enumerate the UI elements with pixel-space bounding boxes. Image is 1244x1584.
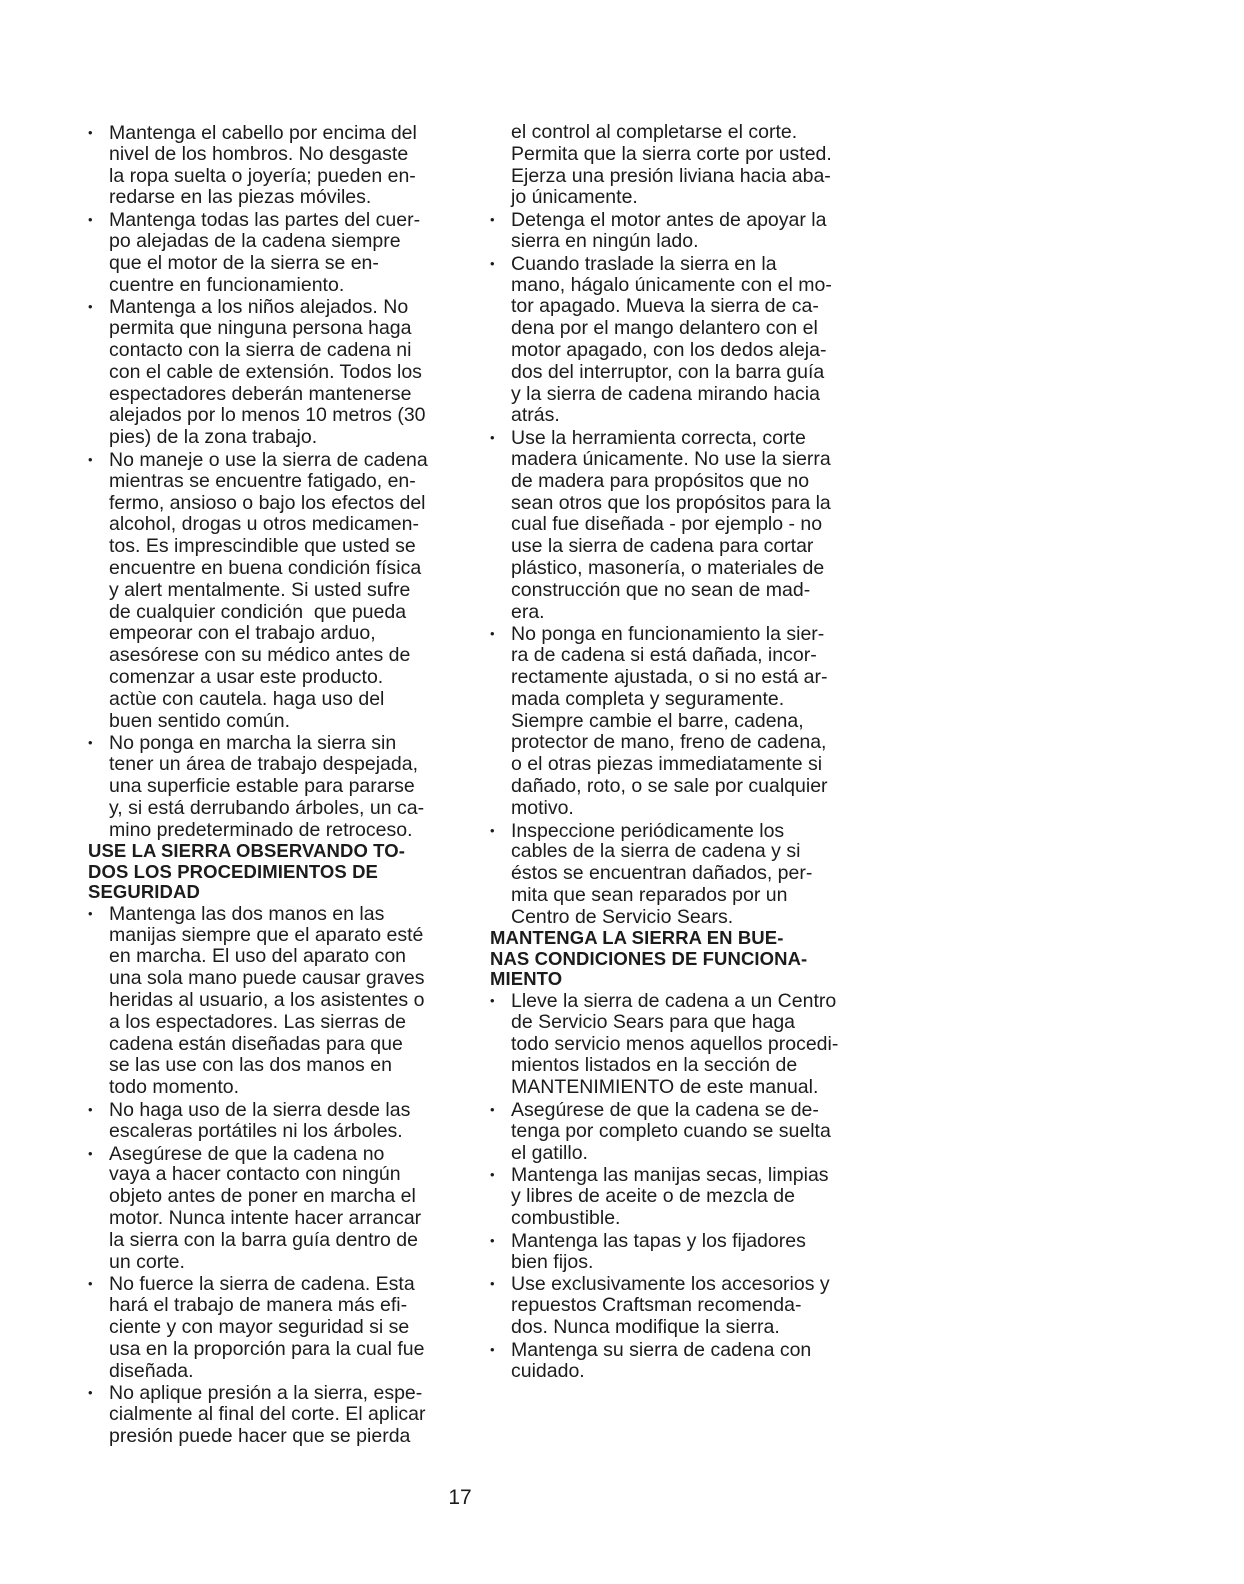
text-line: combustible. <box>511 1206 621 1229</box>
bullet-text: Mantenga las dos manos en las <box>109 902 385 925</box>
text-line: el gatillo. <box>511 1141 588 1164</box>
text-line: presión puede hacer que se pierda <box>109 1424 411 1447</box>
text-line: permita que ninguna persona haga <box>109 317 412 340</box>
text-line: cuidado. <box>511 1359 585 1382</box>
bullet-text: No ponga en marcha la sierra sin <box>109 732 397 755</box>
bullet-item-line <box>490 1273 870 1295</box>
text-line: éstos se encuentran dañados, per- <box>511 862 813 885</box>
text-line: cables de la sierra de cadena y si <box>511 840 801 863</box>
text-line: plástico, masonería, o materiales de <box>511 556 825 579</box>
text-line: Siempre cambie el barre, cadena, <box>511 709 804 732</box>
text-line: y, si está derrubando árboles, un ca- <box>109 796 425 819</box>
bullet-item-line <box>88 1382 468 1404</box>
section-heading: USE LA SIERRA OBSERVANDO TO- <box>88 840 405 862</box>
bullet-icon: • <box>490 992 495 1008</box>
text-line: mino predeterminado de retroceso. <box>109 818 413 841</box>
text-line: tor apagado. Mueva la sierra de ca- <box>511 295 819 318</box>
text-line: use la sierra de cadena para cortar <box>511 535 814 558</box>
text-line: MANTENIMIENTO de este manual. <box>511 1076 819 1099</box>
text-line: mano, hágalo únicamente con el mo- <box>511 273 832 296</box>
bullet-icon: • <box>490 255 495 271</box>
bullet-text: Asegúrese de que la cadena se de- <box>511 1098 819 1121</box>
text-line: era. <box>511 600 545 623</box>
text-line: y alert mentalmente. Si usted sufre <box>109 578 411 601</box>
bullet-text: Lleve la sierra de cadena a un Centro <box>511 989 837 1012</box>
text-line: o el otras piezas immediatamente si <box>511 753 823 776</box>
bullet-text: Cuando traslade la sierra en la <box>511 252 777 275</box>
bullet-item-line <box>490 427 870 449</box>
text-line: comenzar a usar este producto. <box>109 665 384 688</box>
text-line: todo servicio menos aquellos procedi- <box>511 1032 839 1055</box>
text-line: diseñada. <box>109 1359 194 1382</box>
bullet-icon: • <box>490 430 495 446</box>
text-line: cialmente al final del corte. El aplicar <box>109 1403 426 1426</box>
bullet-item-line <box>88 209 468 231</box>
text-line: protector de mano, freno de cadena, <box>511 731 827 754</box>
section-heading: NAS CONDICIONES DE FUNCIONA- <box>490 947 808 969</box>
section-heading: SEGURIDAD <box>88 881 200 903</box>
text-line: Ejerza una presión liviana hacia aba- <box>511 164 831 187</box>
text-line: repuestos Craftsman recomenda- <box>511 1294 802 1317</box>
bullet-text: Detenga el motor antes de apoyar la <box>511 209 827 232</box>
bullet-text: Inspeccione periódicamente los <box>511 819 785 842</box>
text-line: encuentre en buena condición física <box>109 556 422 579</box>
text-line: espectadores deberán mantenerse <box>109 382 412 405</box>
text-line: jo únicamente. <box>511 186 638 209</box>
text-line: hará el trabajo de manera más efi- <box>109 1294 408 1317</box>
text-line: un corte. <box>109 1250 185 1273</box>
bullet-item-line <box>490 209 870 231</box>
page-number: 17 <box>448 1486 472 1509</box>
text-line: po alejadas de la cadena siempre <box>109 229 401 252</box>
bullet-text: Asegúrese de que la cadena no <box>109 1142 385 1165</box>
text-line: dos. Nunca modifique la sierra. <box>511 1315 780 1338</box>
text-line: con el cable de extensión. Todos los <box>109 360 422 383</box>
bullet-icon: • <box>490 1341 495 1357</box>
text-line: mada completa y seguramente. <box>511 687 785 710</box>
text-line: sean otros que los propósitos para la <box>511 491 831 514</box>
text-line: contacto con la sierra de cadena ni <box>109 338 412 361</box>
bullet-item-line <box>88 449 468 471</box>
text-line: y la sierra de cadena mirando hacia <box>511 382 820 405</box>
bullet-icon: • <box>88 125 93 140</box>
bullet-item-line <box>88 1143 468 1165</box>
bullet-icon: • <box>88 1145 93 1161</box>
bullet-text: Use la herramienta correcta, corte <box>511 427 806 450</box>
bullet-text: No haga uso de la sierra desde las <box>109 1098 411 1121</box>
bullet-item-line <box>490 1164 870 1186</box>
bullet-icon: • <box>88 905 93 921</box>
text-line: una superficie estable para pararse <box>109 774 415 797</box>
text-line: y libres de aceite o de mezcla de <box>511 1185 795 1208</box>
text-line: de cualquier condición que pueda <box>109 600 407 623</box>
bullet-item-line <box>490 253 870 275</box>
text-line: ciente y con mayor seguridad si se <box>109 1315 410 1338</box>
bullet-item-line <box>490 1339 870 1361</box>
bullet-icon: • <box>88 299 93 315</box>
bullet-icon: • <box>490 212 495 228</box>
text-line: mientras se encuentre fatigado, en- <box>109 469 416 492</box>
bullet-item-line <box>88 903 468 925</box>
text-line: de Servicio Sears para que haga <box>511 1010 796 1033</box>
bullet-item-line <box>88 732 468 754</box>
bullet-item-line <box>490 1099 870 1121</box>
bullet-item-line <box>490 1230 870 1252</box>
bullet-text: Mantenga el cabello por encima del <box>109 122 417 144</box>
text-line: madera únicamente. No use la sierra <box>511 447 831 470</box>
text-line: usa en la proporción para la cual fue <box>109 1337 425 1360</box>
section-heading: MIENTO <box>490 968 563 990</box>
text-line: bien fijos. <box>511 1250 594 1273</box>
text-line: tos. Es imprescindible que usted se <box>109 535 416 558</box>
text-line: Centro de Servicio Sears. <box>511 905 734 928</box>
text-line: alejados por lo menos 10 metros (30 <box>109 404 426 427</box>
text-line: mita que sean reparados por un <box>511 883 788 906</box>
text-line: rectamente ajustada, o si no está ar- <box>511 665 828 688</box>
bullet-item-line <box>490 623 870 645</box>
bullet-text: Mantenga su sierra de cadena con <box>511 1338 812 1361</box>
text-line: nivel de los hombros. No desgaste <box>109 142 409 165</box>
text-line: cadena están diseñadas para que <box>109 1032 403 1055</box>
bullet-icon: • <box>490 822 495 838</box>
bullet-text: Use exclusivamente los accesorios y <box>511 1273 830 1296</box>
text-line: atrás. <box>511 404 560 427</box>
bullet-icon: • <box>88 212 93 228</box>
text-line: escaleras portátiles ni los árboles. <box>109 1119 403 1142</box>
bullet-icon: • <box>490 1167 495 1183</box>
bullet-icon: • <box>490 626 495 642</box>
bullet-icon: • <box>88 1385 93 1401</box>
bullet-text: No maneje o use la sierra de cadena <box>109 448 428 471</box>
text-line: motor. Nunca intente hacer arrancar <box>109 1206 422 1229</box>
text-line: dos del interruptor, con la barra guía <box>511 360 825 383</box>
text-line: tenga por completo cuando se suelta <box>511 1119 831 1142</box>
text-line: a los espectadores. Las sierras de <box>109 1010 406 1033</box>
bullet-icon: • <box>88 735 93 751</box>
text-line: mientos listados en la sección de <box>511 1054 798 1077</box>
bullet-text: No fuerce la sierra de cadena. Esta <box>109 1273 415 1296</box>
bullet-item-line <box>490 820 870 842</box>
text-line: dena por el mango delantero con el <box>511 317 818 340</box>
text-line: Permita que la sierra corte por usted. <box>511 142 832 165</box>
text-line: actùe con cautela. haga uso del <box>109 687 385 710</box>
bullet-icon: • <box>88 451 93 467</box>
text-line: tener un área de trabajo despejada, <box>109 753 418 776</box>
text-line: todo momento. <box>109 1076 240 1099</box>
text-line: de madera para propósitos que no <box>511 469 810 492</box>
text-line: manijas siempre que el aparato esté <box>109 923 424 946</box>
text-line: una sola mano puede causar graves <box>109 967 425 990</box>
section-heading: MANTENGA LA SIERRA EN BUE- <box>490 927 784 949</box>
bullet-item-line <box>88 1099 468 1121</box>
bullet-text: No aplique presión a la sierra, espe- <box>109 1382 423 1405</box>
bullet-item-line <box>88 1273 468 1295</box>
bullet-icon: • <box>88 1276 93 1292</box>
text-line: en marcha. El uso del aparato con <box>109 945 407 968</box>
bullet-text: Mantenga a los niños alejados. No <box>109 296 409 319</box>
bullet-icon: • <box>88 1101 93 1117</box>
bullet-icon: • <box>490 1101 495 1117</box>
bullet-icon: • <box>490 1276 495 1292</box>
text-line: el control al completarse el corte. <box>511 121 798 143</box>
text-line: dañado, roto, o se sale por cualquier <box>511 774 828 797</box>
text-line: buen sentido común. <box>109 709 291 732</box>
text-line: objeto antes de poner en marcha el <box>109 1185 416 1208</box>
bullet-text: Mantenga las tapas y los fijadores <box>511 1229 806 1252</box>
text-line: empeorar con el trabajo arduo, <box>109 622 376 645</box>
text-line: vaya a hacer contacto con ningún <box>109 1163 401 1186</box>
text-line: la ropa suelta o joyería; pueden en- <box>109 164 416 187</box>
text-line: redarse en las piezas móviles. <box>109 186 372 209</box>
bullet-item-line <box>88 296 468 318</box>
text-line: motivo. <box>511 796 574 819</box>
text-line: asesórese con su médico antes de <box>109 644 411 667</box>
text-line: heridas al usuario, a los asistentes o <box>109 988 425 1011</box>
bullet-text: Mantenga las manijas secas, limpias <box>511 1164 829 1187</box>
bullet-item-line <box>88 122 468 144</box>
text-line: cual fue diseñada - por ejemplo - no <box>511 513 823 536</box>
text-line: fermo, ansioso o bajo los efectos del <box>109 491 426 514</box>
section-heading: DOS LOS PROCEDIMIENTOS DE <box>88 860 378 882</box>
text-line: alcohol, drogas u otros medicamen- <box>109 513 419 536</box>
left-column <box>88 122 468 1448</box>
bullet-icon: • <box>490 1232 495 1248</box>
text-line: motor apagado, con los dedos aleja- <box>511 338 827 361</box>
text-line: sierra en ningún lado. <box>511 229 699 252</box>
text-line: ra de cadena si está dañada, incor- <box>511 644 817 667</box>
bullet-text: Mantenga todas las partes del cuer- <box>109 209 421 232</box>
right-column <box>490 122 870 1382</box>
bullet-item-line <box>490 990 870 1012</box>
bullet-text: No ponga en funcionamiento la sier- <box>511 623 825 646</box>
text-line: pies) de la zona trabajo. <box>109 426 318 449</box>
text-line: la sierra con la barra guía dentro de <box>109 1228 418 1251</box>
text-line: se las use con las dos manos en <box>109 1054 392 1077</box>
text-line: construcción que no sean de mad- <box>511 578 811 601</box>
text-line: cuentre en funcionamiento. <box>109 273 345 296</box>
text-line: que el motor de la sierra se en- <box>109 251 379 274</box>
